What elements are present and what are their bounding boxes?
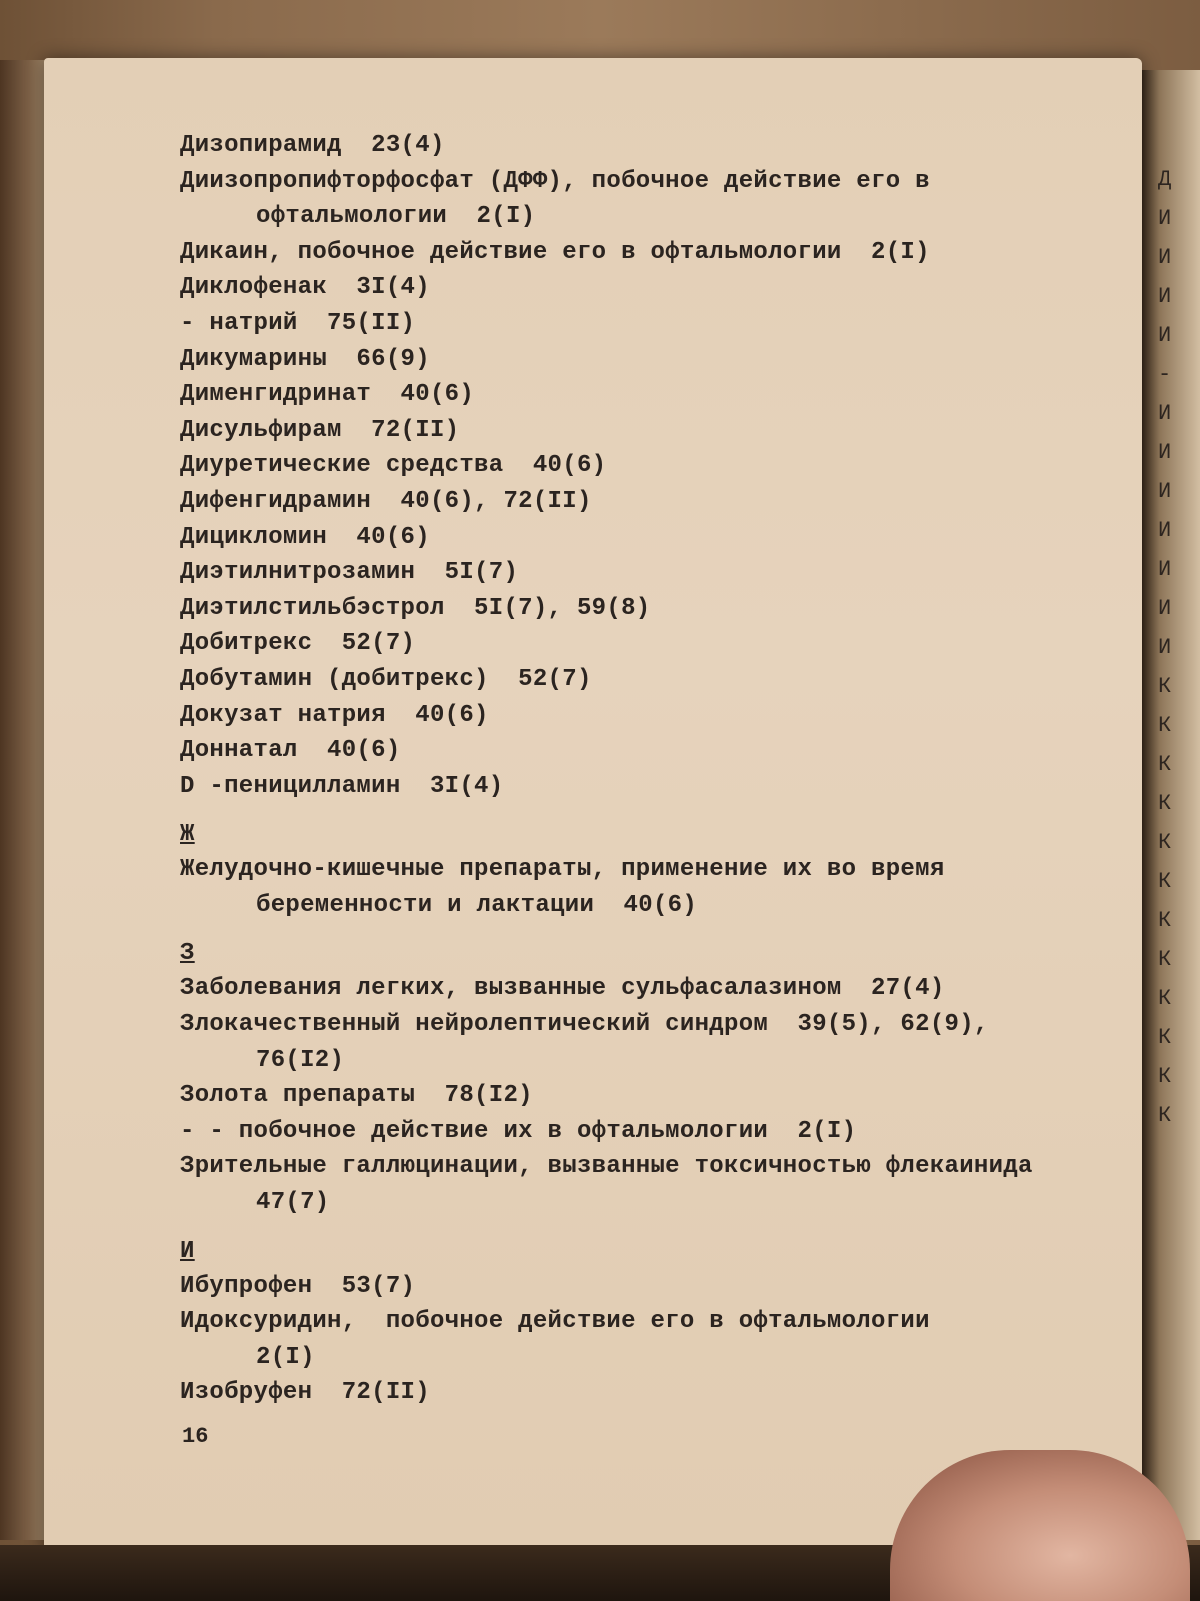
index-entry xyxy=(180,235,1080,271)
index-entry xyxy=(180,852,1080,923)
entry-term: Диэтилстильбэстрол 5I(7), 59(8) xyxy=(180,594,651,622)
entry-term: Дифенгидрамин 40(6), 72(II) xyxy=(180,487,592,515)
facing-page-fragment: К xyxy=(1158,1064,1172,1089)
index-entry xyxy=(180,971,1080,1007)
index-entry xyxy=(180,733,1080,769)
entry-term: Добитрекс 52(7) xyxy=(180,630,416,658)
entry-term: Дименгидринат 40(6) xyxy=(180,381,475,409)
index-entry xyxy=(180,306,1080,342)
facing-page-fragment: К xyxy=(1158,947,1172,972)
index-entry xyxy=(180,769,1080,805)
entry-term: Диэтилнитрозамин 5I(7) xyxy=(180,559,519,587)
index-entry xyxy=(180,591,1080,627)
entry-continuation: офтальмологии 2(I) xyxy=(256,203,536,231)
index-entry xyxy=(180,413,1080,449)
entry-term: Золота препараты 78(I2) xyxy=(180,1082,533,1110)
entry-term: Желудочно-кишечные препараты, применение их во время xyxy=(180,856,945,884)
facing-page-fragment: К xyxy=(1158,752,1172,777)
facing-page-fragment: И xyxy=(1158,635,1172,660)
entry-term: - натрий 75(II) xyxy=(180,309,416,337)
entry-term: Дицикломин 40(6) xyxy=(180,523,430,551)
facing-page-fragment: К xyxy=(1158,674,1172,699)
index-entry xyxy=(180,377,1080,413)
index-entry xyxy=(180,1269,1080,1305)
index-entry xyxy=(180,448,1080,484)
facing-page-fragment: К xyxy=(1158,830,1172,855)
index-entry xyxy=(180,520,1080,556)
index-entry xyxy=(180,164,1080,235)
entry-term: Ибупрофен 53(7) xyxy=(180,1272,416,1300)
facing-page-fragment: И xyxy=(1158,596,1172,621)
index-entry xyxy=(180,1149,1080,1220)
facing-page-fragment: И xyxy=(1158,401,1172,426)
facing-page-fragment: К xyxy=(1158,1025,1172,1050)
facing-page-fragment: И xyxy=(1158,245,1172,270)
entry-continuation: 47(7) xyxy=(256,1189,330,1217)
entry-term: Злокачественный нейролептический синдром 39(5), 62(9), xyxy=(180,1011,989,1039)
index-entry xyxy=(180,662,1080,698)
facing-page-fragment: И xyxy=(1158,284,1172,309)
facing-page-fragment: И xyxy=(1158,440,1172,465)
entry-term: Зрительные галлюцинации, вызванные токсичностью флекаинида xyxy=(180,1153,1033,1181)
facing-page-fragment: И xyxy=(1158,557,1172,582)
index-entry xyxy=(180,1114,1080,1150)
index-entry xyxy=(180,1078,1080,1114)
index-content xyxy=(180,128,1080,1411)
section-letter: И xyxy=(180,1237,195,1265)
page-number: 16 xyxy=(182,1424,209,1449)
facing-page-fragment: - xyxy=(1158,362,1172,387)
book-spine xyxy=(0,60,48,1540)
entry-continuation: 2(I) xyxy=(256,1343,315,1371)
entry-term: Диизопропифторфосфат (ДФФ), побочное действие его в xyxy=(180,167,930,195)
entry-term: Идоксуридин, побочное действие его в офтальмологии xyxy=(180,1308,930,1336)
entry-term: Доннатал 40(6) xyxy=(180,737,401,765)
section-letter: З xyxy=(180,940,195,968)
entry-continuation: беременности и лактации 40(6) xyxy=(256,891,698,919)
index-entry xyxy=(180,626,1080,662)
facing-page-fragment: К xyxy=(1158,908,1172,933)
facing-page-fragment: К xyxy=(1158,791,1172,816)
facing-page-fragment: К xyxy=(1158,1103,1172,1128)
facing-page-fragment: И xyxy=(1158,323,1172,348)
index-entry xyxy=(180,1375,1080,1411)
facing-page-fragment: И xyxy=(1158,206,1172,231)
entry-term: Дикумарины 66(9) xyxy=(180,345,430,373)
facing-page-text xyxy=(1158,160,1198,1135)
entry-term: Диуретические средства 40(6) xyxy=(180,452,607,480)
index-entry xyxy=(180,698,1080,734)
index-entry xyxy=(180,484,1080,520)
entry-term: Докузат натрия 40(6) xyxy=(180,701,489,729)
facing-page-fragment: И xyxy=(1158,479,1172,504)
entry-term: Дисульфирам 72(II) xyxy=(180,416,460,444)
facing-page-fragment: К xyxy=(1158,986,1172,1011)
entry-term: Заболевания легких, вызванные сульфасалазином 27(4) xyxy=(180,975,945,1003)
entry-term: Добутамин (добитрекс) 52(7) xyxy=(180,665,592,693)
entry-term: Дикаин, побочное действие его в офтальмологии 2(I) xyxy=(180,238,930,266)
index-entry xyxy=(180,270,1080,306)
facing-page-fragment: К xyxy=(1158,713,1172,738)
index-entry xyxy=(180,128,1080,164)
entry-term: Дизопирамид 23(4) xyxy=(180,132,445,159)
index-entry xyxy=(180,342,1080,378)
facing-page-fragment: К xyxy=(1158,869,1172,894)
facing-page-fragment: Д xyxy=(1158,167,1172,192)
section-letter: Ж xyxy=(180,821,195,849)
entry-term: - - побочное действие их в офтальмологии 2(I) xyxy=(180,1117,857,1145)
facing-page-fragment: И xyxy=(1158,518,1172,543)
entry-term: Диклофенак 3I(4) xyxy=(180,274,430,302)
index-entry xyxy=(180,555,1080,591)
index-entry xyxy=(180,1007,1080,1078)
entry-continuation: 76(I2) xyxy=(256,1046,345,1074)
entry-term: Изобруфен 72(II) xyxy=(180,1379,430,1407)
index-entry xyxy=(180,1304,1080,1375)
entry-term: D -пеницилламин 3I(4) xyxy=(180,772,504,800)
